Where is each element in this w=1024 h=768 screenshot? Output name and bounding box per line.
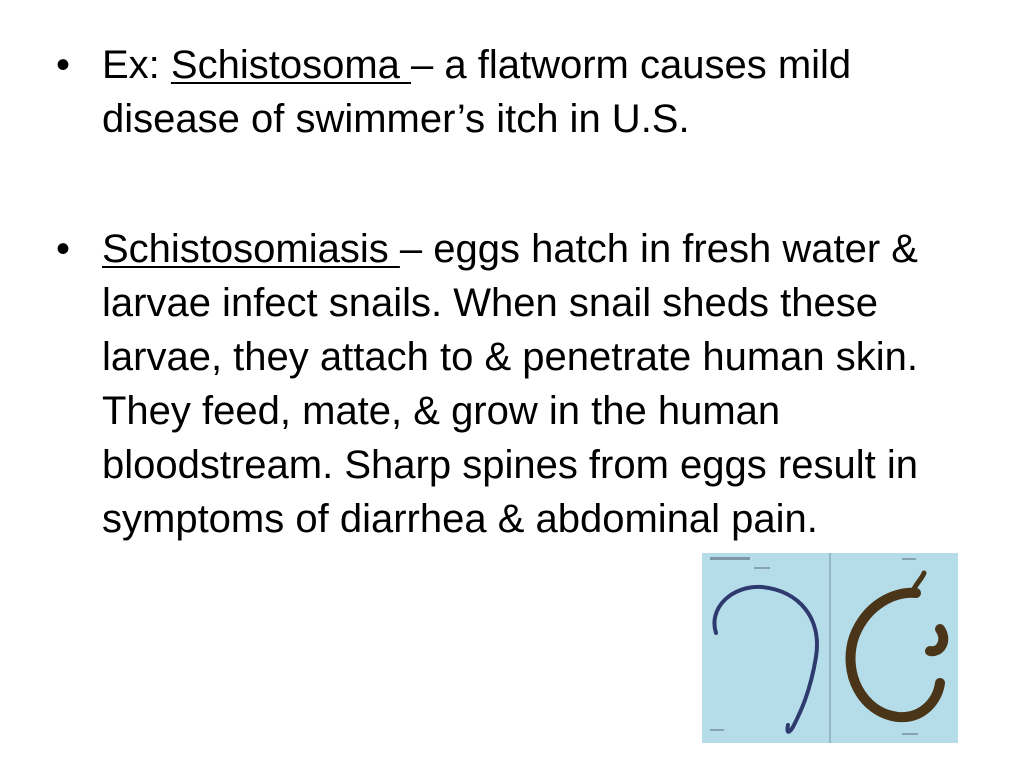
caption-mark <box>710 729 724 731</box>
underlined-term: Schistosomiasis <box>102 227 400 271</box>
bullet-text <box>102 38 976 146</box>
schistosoma-micrograph-image <box>702 553 958 743</box>
bullet-body: – a flatworm causes mild disease of swimmer’s itch in U.S. <box>102 43 852 141</box>
underlined-term: Schistosoma <box>170 43 412 87</box>
caption-mark <box>902 733 918 735</box>
micrograph-illustration <box>702 553 958 743</box>
caption-mark <box>754 567 770 569</box>
bullet-marker: • <box>56 43 71 87</box>
bullet-body: – eggs hatch in fresh water & larvae infect snails. When snail sheds these larvae, they attach to & penetrate human skin. They feed, mate, & grow in the human bloodstream. Sharp spines from eggs result in symptoms of diarrhea & abdominal pain. <box>102 227 919 541</box>
bullet-text <box>102 222 976 546</box>
caption-mark <box>710 557 750 560</box>
bullet-item <box>56 222 976 546</box>
bullet-marker: • <box>56 227 71 271</box>
bullet-item <box>56 38 976 146</box>
caption-mark <box>902 558 916 560</box>
bullet-prefix: Ex: <box>102 43 171 87</box>
